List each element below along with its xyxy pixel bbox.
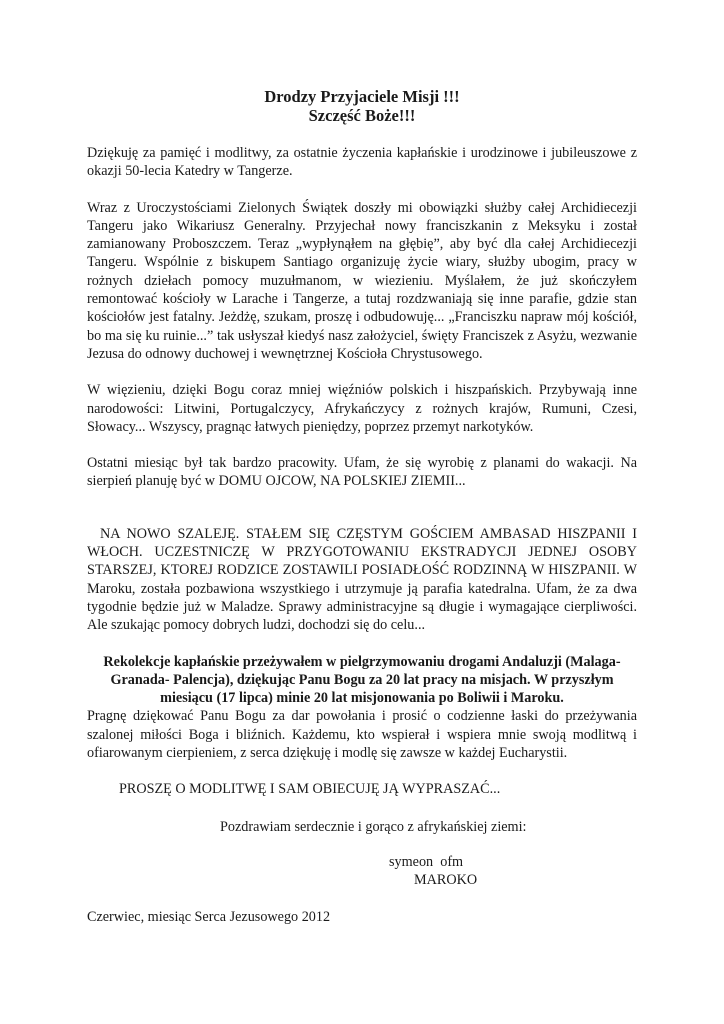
- signature-place: MAROKO: [414, 872, 478, 889]
- letter-title: [87, 87, 637, 125]
- paragraph-embassies: NA NOWO SZALEJĘ. STAŁEM SIĘ CZĘSTYM GOŚCIEM AMBASAD HISZPANII I WŁOCH. UCZESTNICZĘ W PRZYGOTOWANIU EKSTRADYCJI JEDNEJ OSOBY STARSZEJ, KTOREJ RODZICE ZOSTAWILI POSIADŁOŚĆ RODZINNĄ W HISZPANII. W Maroku, została pozbawiona wszystkiego i utrzymuje ją parafia katedralna. Ufam, że za dwa tygodnie będzie już w Maladze. Sprawy administracyjne są długie i wymagające cierpliwości. Ale szukając pomocy dobrych ludzi, dochodzi się do celu...: [87, 525, 637, 634]
- paragraph-gratitude: Pragnę dziękować Panu Bogu za dar powołania i prosić o codzienne łaski do przeżywania szalonej miłości Boga i bliźnich. Każdemu, kto wspierał i wspiera mnie swoją modlitwą i ofiarowanym cierpieniem, z serca dziękuję i modlę się zawsze w każdej Eucharystii.: [87, 708, 637, 762]
- paragraph-prison: W więzieniu, dzięki Bogu coraz mniej więźniów polskich i hiszpańskich. Przybywają inne narodowości: Litwini, Portugalczycy, Afrykańczycy z rożnych krajów, Rumuni, Czesi, Słowacy... Wszyscy, pragnąc łatwych pieniędzy, poprzez przemyt narkotyków.: [87, 382, 637, 435]
- paragraph-last-month: Ostatni miesiąc był tak bardzo pracowity. Ufam, że się wyrobię z planami do wakacji. Na sierpień planuję być w DOMU OJCOW, NA POLSKIEJ ZIEMII...: [87, 455, 637, 490]
- signature-name: symeon ofm: [389, 853, 464, 870]
- paragraph-prayer-request: PROSZĘ O MODLITWĘ I SAM OBIECUJĘ JĄ WYPRASZAĆ...: [119, 781, 501, 798]
- title-line-1: Drodzy Przyjaciele Misji !!!: [264, 87, 460, 106]
- letter-page: [87, 87, 637, 926]
- date-line: Czerwiec, miesiąc Serca Jezusowego 2012: [87, 908, 331, 925]
- paragraph-retreat: Rekolekcje kapłańskie przeżywałem w pielgrzymowaniu drogami Andaluzji (Malaga- Granada- Palencja), dziękując Panu Bogu za 20 lat pracy na misjach. W przyszłym miesiącu (17 lipca) minie 20 lat misjonowania po Boliwii i Maroku.: [103, 653, 621, 707]
- paragraph-thanks: Dziękuję za pamięć i modlitwy, za ostatnie życzenia kapłańskie i urodzinowe i jubileuszowe z okazji 50-lecia Katedry w Tangerze.: [87, 145, 637, 180]
- greeting-line: Pozdrawiam serdecznie i gorąco z afrykańskiej ziemi:: [220, 818, 527, 835]
- title-line-2: Szczęść Boże!!!: [308, 106, 416, 125]
- paragraph-vicar-general: Wraz z Uroczystościami Zielonych Świątek doszły mi obowiązki służby całej Archidiecezji Tangeru jako Wikariusz Generalny. Przyjechał nowy franciszkanin z Meksyku i został zamianowany Proboszczem. Teraz „wypłynąłem na głębię”, aby być dla całej Archidiecezji Tangeru. Wspólnie z biskupem Santiago organizuję życie wiary, służby ubogim, pracy w rożnych dziełach pomocy muzułmanom, w wiezieniu. Myślałem, że już skończyłem remontować kościoły w Larache i Tangerze, a tutaj rozdzwaniają się inne parafie, gdzie stan kościołów jest fatalny. Jeżdżę, szukam, proszę i odbudowuję... „Franciszku napraw mój kościół, bo ma się ku ruinie...” tak usłyszał kiedyś nasz założyciel, święty Franciszek z Asyżu, wezwanie Jezusa do odnowy duchowej i wewnętrznej Kościoła Chrystusowego.: [87, 199, 637, 362]
